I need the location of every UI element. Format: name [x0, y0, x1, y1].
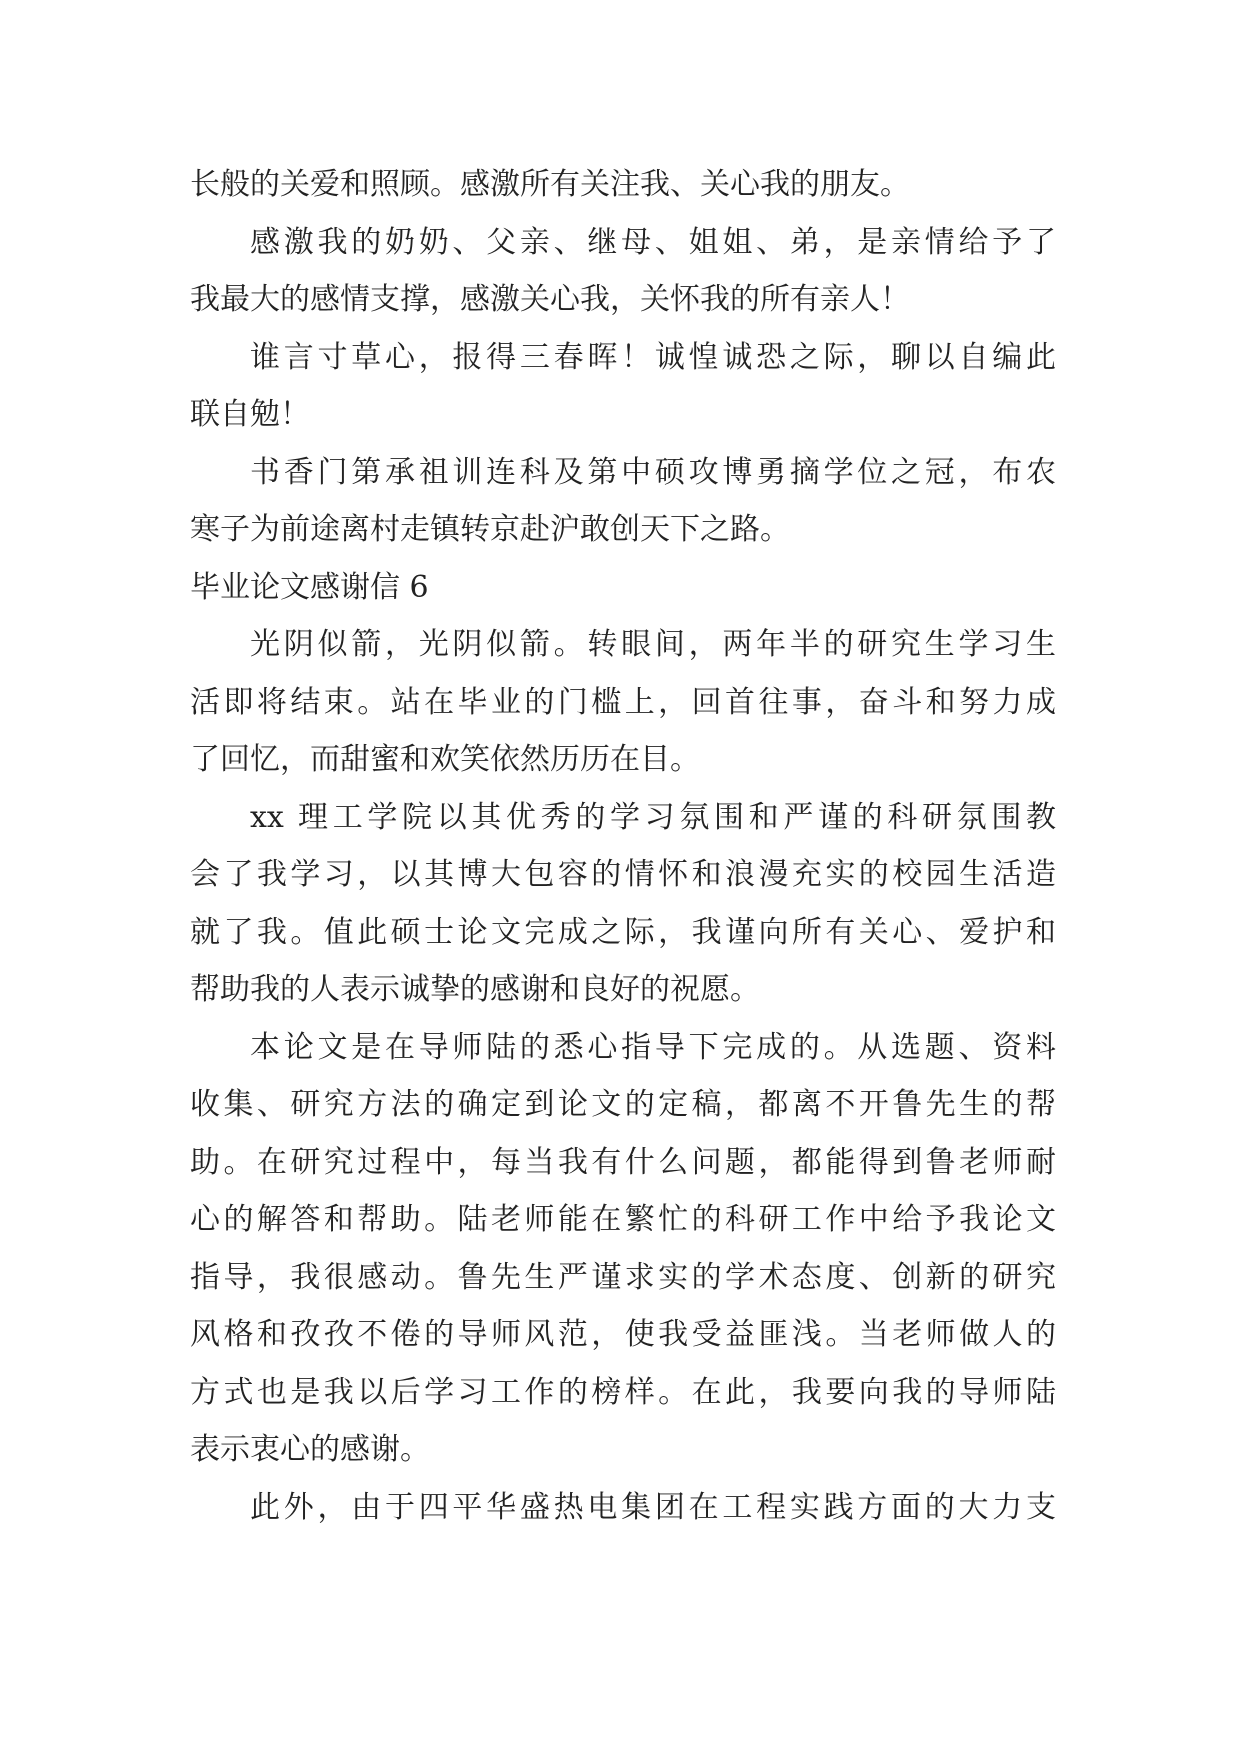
text-line: 助。在研究过程中，每当我有什么问题，都能得到鲁老师耐 [190, 1144, 1056, 1180]
text-line: 我最大的感情支撑，感激关心我，关怀我的所有亲人！ [190, 282, 910, 317]
text-line: 活即将结束。站在毕业的门槛上，回首往事，奋斗和努力成 [190, 684, 1056, 720]
text-line: 表示衷心的感谢。 [190, 1432, 430, 1467]
text-line: 指导，我很感动。鲁先生严谨求实的学术态度、创新的研究 [190, 1259, 1056, 1295]
section-heading: 毕业论文感谢信 6 [190, 569, 429, 605]
text-line: 光阴似箭，光阴似箭。转眼间，两年半的研究生学习生 [250, 627, 1056, 662]
text-line: 就了我。值此硕士论文完成之际，我谨向所有关心、爱护和 [190, 914, 1056, 950]
text-line: 帮助我的人表示诚挚的感谢和良好的祝愿。 [190, 972, 760, 1007]
text-line: 长般的关爱和照顾。感激所有关注我、关心我的朋友。 [190, 167, 910, 202]
text-line: 书香门第承祖训连科及第中硕攻博勇摘学位之冠，布农 [250, 454, 1056, 490]
text-line: 风格和孜孜不倦的导师风范，使我受益匪浅。当老师做人的 [190, 1317, 1056, 1352]
text-line: 寒子为前途离村走镇转京赴沪敢创天下之路。 [190, 512, 790, 547]
text-line: 心的解答和帮助。陆老师能在繁忙的科研工作中给予我论文 [190, 1202, 1056, 1237]
document-body [190, 156, 1056, 1536]
text-line: 此外，由于四平华盛热电集团在工程实践方面的大力支 [250, 1489, 1056, 1525]
text-line: 收集、研究方法的确定到论文的定稿，都离不开鲁先生的帮 [190, 1087, 1056, 1122]
text-line: 会了我学习，以其博大包容的情怀和浪漫充实的校园生活造 [190, 857, 1056, 892]
text-line: 感激我的奶奶、父亲、继母、姐姐、弟，是亲情给予了 [250, 224, 1056, 260]
text-line: 谁言寸草心，报得三春晖！诚惶诚恐之际，聊以自编此 [250, 339, 1056, 375]
text-line: 了回忆，而甜蜜和欢笑依然历历在目。 [190, 742, 700, 777]
text-line: 联自勉！ [190, 397, 310, 432]
text-line: 本论文是在导师陆的悉心指导下完成的。从选题、资料 [250, 1029, 1056, 1065]
text-line: xx 理工学院以其优秀的学习氛围和严谨的科研氛围教 [250, 799, 1056, 835]
text-line: 方式也是我以后学习工作的榜样。在此，我要向我的导师陆 [190, 1374, 1056, 1410]
